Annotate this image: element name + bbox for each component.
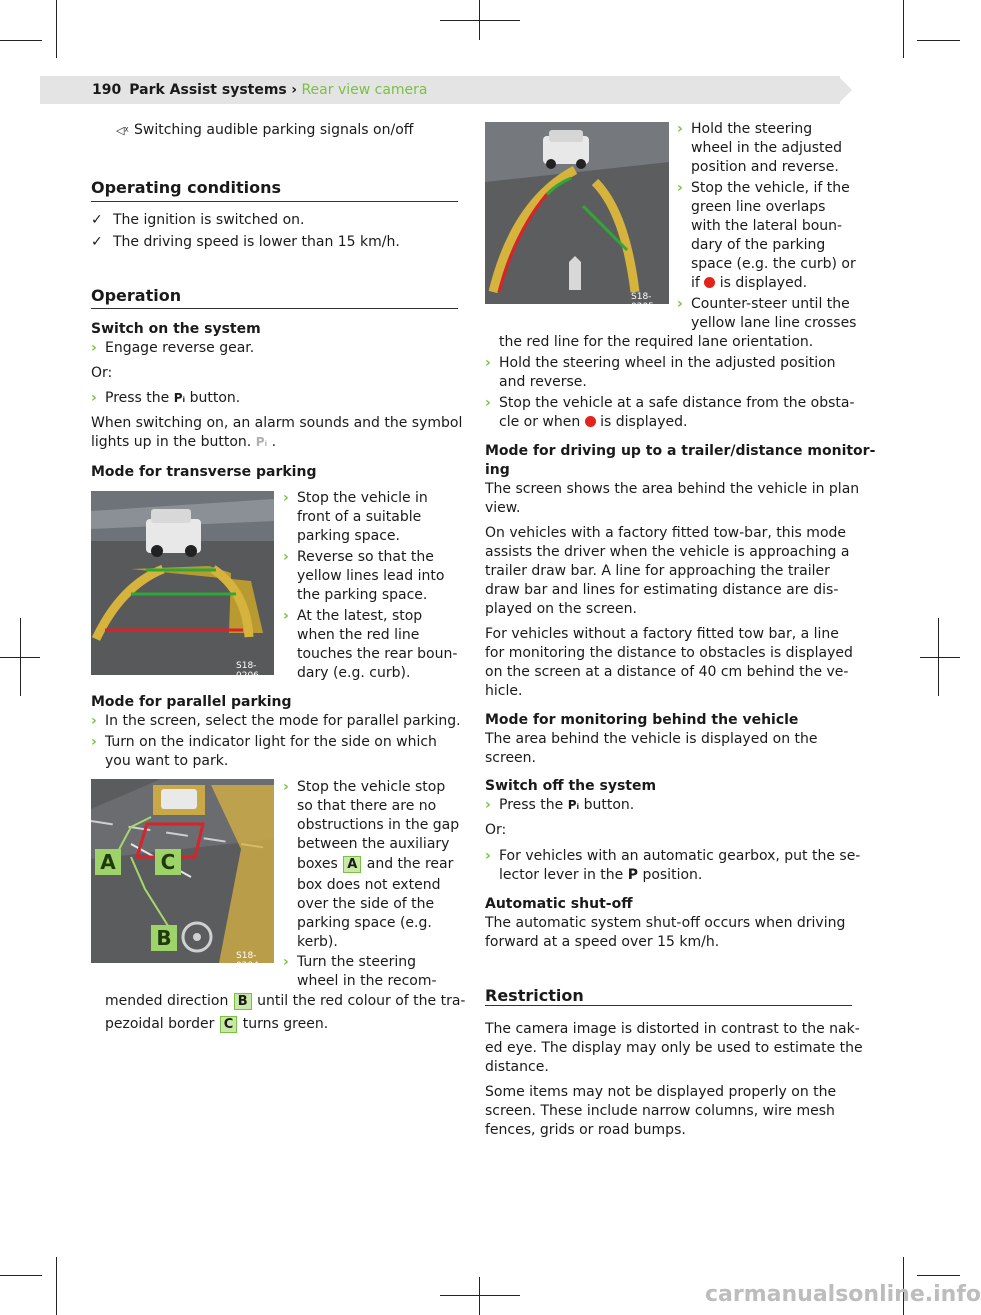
step: › Press the Pᵢ button. bbox=[485, 797, 635, 813]
check-icon: ✓ bbox=[91, 212, 103, 228]
paragraph-line: trailer draw bar. A line for approaching the trailer bbox=[485, 563, 830, 579]
paragraph-line: distance. bbox=[485, 1059, 549, 1075]
step-line: position and reverse. bbox=[691, 159, 839, 175]
paragraph-line: screen. bbox=[485, 750, 536, 766]
step: › Reverse so that the bbox=[283, 549, 434, 565]
step: › Stop the vehicle, if the bbox=[677, 180, 850, 196]
trailer-label: ing bbox=[485, 462, 510, 478]
paragraph-line: When switching on, an alarm sounds and the symbol bbox=[91, 415, 463, 431]
paragraph-line: on the screen at a distance of 40 cm behind the ve- bbox=[485, 664, 849, 680]
step-line: mended direction B until the red colour of the tra- bbox=[105, 993, 466, 1009]
step: › Turn the steering bbox=[283, 954, 416, 970]
step-line: the parking space. bbox=[297, 587, 428, 603]
park-assist-lit-icon: Pᵢ bbox=[255, 435, 268, 449]
arrow-icon: › bbox=[283, 490, 289, 506]
callout-c: C bbox=[155, 849, 181, 875]
paragraph-line: The area behind the vehicle is displayed on the bbox=[485, 731, 818, 747]
step: › At the latest, stop bbox=[283, 608, 423, 624]
step-line: so that there are no bbox=[297, 798, 437, 814]
operation-heading: Operation bbox=[91, 286, 182, 305]
step-line: touches the rear boun- bbox=[297, 646, 458, 662]
arrow-icon: › bbox=[283, 779, 289, 795]
figure-reverse-guidance bbox=[485, 122, 669, 312]
step-line: you want to park. bbox=[105, 753, 229, 769]
step-line: obstructions in the gap bbox=[297, 817, 460, 833]
step-line: if is displayed. bbox=[691, 275, 808, 291]
figure-caption: S18-0204 bbox=[236, 951, 259, 971]
step: › Counter-steer until the bbox=[677, 296, 850, 312]
running-header bbox=[92, 81, 428, 99]
callout-b: B bbox=[151, 925, 177, 951]
paragraph-line: The camera image is distorted in contrast to the nak- bbox=[485, 1021, 860, 1037]
header-separator: › bbox=[291, 82, 297, 98]
callout-a: A bbox=[95, 849, 121, 875]
paragraph-line: hicle. bbox=[485, 683, 523, 699]
paragraph-line: Some items may not be displayed properly on the bbox=[485, 1084, 837, 1100]
step-line: parking space (e.g. bbox=[297, 915, 432, 931]
operating-conditions-heading: Operating conditions bbox=[91, 178, 281, 197]
figure-parallel-parking bbox=[91, 779, 274, 971]
parallel-label: Mode for parallel parking bbox=[91, 694, 292, 710]
step: › For vehicles with an automatic gearbox, put the se- bbox=[485, 848, 861, 864]
paragraph-line: for monitoring the distance to obstacles is displayed bbox=[485, 645, 853, 661]
paragraph-line: fences, grids or road bumps. bbox=[485, 1122, 686, 1138]
callout-box-a: A bbox=[343, 856, 361, 873]
step-line: dary (e.g. curb). bbox=[297, 665, 411, 681]
paragraph-line: draw bar and lines for estimating distance are dis- bbox=[485, 582, 839, 598]
arrow-icon: › bbox=[91, 390, 97, 406]
step-line: the red line for the required lane orientation. bbox=[499, 334, 814, 350]
subsection-link[interactable]: Rear view camera bbox=[301, 82, 428, 98]
figure-transverse-parking bbox=[91, 491, 274, 681]
paragraph-line: assists the driver when the vehicle is approaching a bbox=[485, 544, 850, 560]
step: › Engage reverse gear. bbox=[91, 340, 255, 356]
arrow-icon: › bbox=[283, 608, 289, 624]
heading-rule bbox=[91, 308, 458, 309]
paragraph-line: forward at a speed over 15 km/h. bbox=[485, 934, 720, 950]
condition-item: ✓ The ignition is switched on. bbox=[91, 212, 305, 228]
heading-rule bbox=[485, 1005, 852, 1006]
monitor-label: Mode for monitoring behind the vehicle bbox=[485, 712, 799, 728]
or-text: Or: bbox=[485, 822, 507, 838]
arrow-icon: › bbox=[677, 121, 683, 137]
arrow-icon: › bbox=[485, 355, 491, 371]
header-band-tip bbox=[838, 76, 852, 104]
arrow-icon: › bbox=[485, 848, 491, 864]
step-line: yellow lane line crosses bbox=[691, 315, 857, 331]
paragraph-line: For vehicles without a factory fitted tow bar, a line bbox=[485, 626, 839, 642]
paragraph-line: ed eye. The display may only be used to estimate the bbox=[485, 1040, 863, 1056]
step-line: with the lateral boun- bbox=[691, 218, 843, 234]
arrow-icon: › bbox=[283, 549, 289, 565]
audible-signals-line: ◁ᵡ Switching audible parking signals on/off bbox=[116, 122, 414, 138]
paragraph-line: The screen shows the area behind the vehicle in plan bbox=[485, 481, 860, 497]
step-line: space (e.g. the curb) or bbox=[691, 256, 856, 272]
step-line: dary of the parking bbox=[691, 237, 826, 253]
step: › In the screen, select the mode for parallel parking. bbox=[91, 713, 461, 729]
switch-off-label: Switch off the system bbox=[485, 778, 657, 794]
step-line: wheel in the recom- bbox=[297, 973, 437, 989]
arrow-icon: › bbox=[283, 954, 289, 970]
step-line: boxes A and the rear bbox=[297, 856, 454, 872]
step-line: wheel in the adjusted bbox=[691, 140, 843, 156]
arrow-icon: › bbox=[485, 395, 491, 411]
paragraph-line: The automatic system shut-off occurs when driving bbox=[485, 915, 846, 931]
step-line: parking space. bbox=[297, 528, 400, 544]
step: › Hold the steering wheel in the adjusted position bbox=[485, 355, 836, 371]
watermark: carmanualsonline.info bbox=[705, 1282, 981, 1307]
trailer-label: Mode for driving up to a trailer/distance monitor- bbox=[485, 443, 876, 459]
arrow-icon: › bbox=[677, 296, 683, 312]
arrow-icon: › bbox=[91, 713, 97, 729]
park-assist-button-icon: Pᵢ bbox=[567, 798, 580, 812]
restriction-heading: Restriction bbox=[485, 986, 584, 1005]
step-line: kerb). bbox=[297, 934, 338, 950]
step: › Stop the vehicle at a safe distance from the obsta- bbox=[485, 395, 855, 411]
paragraph-line: On vehicles with a factory fitted tow-bar, this mode bbox=[485, 525, 847, 541]
condition-item: ✓ The driving speed is lower than 15 km/h. bbox=[91, 234, 400, 250]
switch-on-label: Switch on the system bbox=[91, 321, 261, 337]
step: › Turn on the indicator light for the side on which bbox=[91, 734, 437, 750]
transverse-label: Mode for transverse parking bbox=[91, 464, 317, 480]
park-assist-button-icon: Pᵢ bbox=[173, 391, 186, 405]
arrow-icon: › bbox=[91, 734, 97, 750]
step-line: box does not extend bbox=[297, 877, 441, 893]
paragraph-line: view. bbox=[485, 500, 521, 516]
figure-caption: S18-0205 bbox=[631, 292, 654, 312]
paragraph-line: played on the screen. bbox=[485, 601, 637, 617]
step-line: and reverse. bbox=[499, 374, 587, 390]
section-title: Park Assist systems bbox=[129, 82, 287, 98]
arrow-icon: › bbox=[677, 180, 683, 196]
gear-p-symbol: P bbox=[627, 867, 638, 883]
stop-sign-icon bbox=[585, 416, 596, 427]
step-line: front of a suitable bbox=[297, 509, 422, 525]
or-text: Or: bbox=[91, 365, 113, 381]
page-number: 190 bbox=[92, 82, 122, 98]
callout-box-b: B bbox=[234, 993, 252, 1010]
step: › Hold the steering bbox=[677, 121, 813, 137]
step-line: green line overlaps bbox=[691, 199, 826, 215]
step-line: yellow lines lead into bbox=[297, 568, 445, 584]
arrow-icon: › bbox=[485, 797, 491, 813]
shutoff-label: Automatic shut-off bbox=[485, 896, 633, 912]
step: › Stop the vehicle in bbox=[283, 490, 428, 506]
callout-box-c: C bbox=[220, 1016, 238, 1033]
paragraph-line: lights up in the button. Pᵢ . bbox=[91, 434, 277, 450]
step-line: over the side of the bbox=[297, 896, 435, 912]
heading-rule bbox=[91, 201, 458, 202]
step-line: when the red line bbox=[297, 627, 420, 643]
arrow-icon: › bbox=[91, 340, 97, 356]
step-line: pezoidal border C turns green. bbox=[105, 1016, 329, 1032]
stop-sign-icon bbox=[704, 277, 715, 288]
step: › Press the Pᵢ button. bbox=[91, 390, 241, 406]
step: › Stop the vehicle stop bbox=[283, 779, 446, 795]
paragraph-line: screen. These include narrow columns, wire mesh bbox=[485, 1103, 835, 1119]
step-line: cle or when is displayed. bbox=[499, 414, 688, 430]
figure-caption: S18-0206 bbox=[236, 661, 259, 681]
step-line: lector lever in the P position. bbox=[499, 867, 703, 883]
speaker-off-icon: ◁ᵡ bbox=[116, 124, 129, 137]
step-line: between the auxiliary bbox=[297, 836, 450, 852]
check-icon: ✓ bbox=[91, 234, 103, 250]
